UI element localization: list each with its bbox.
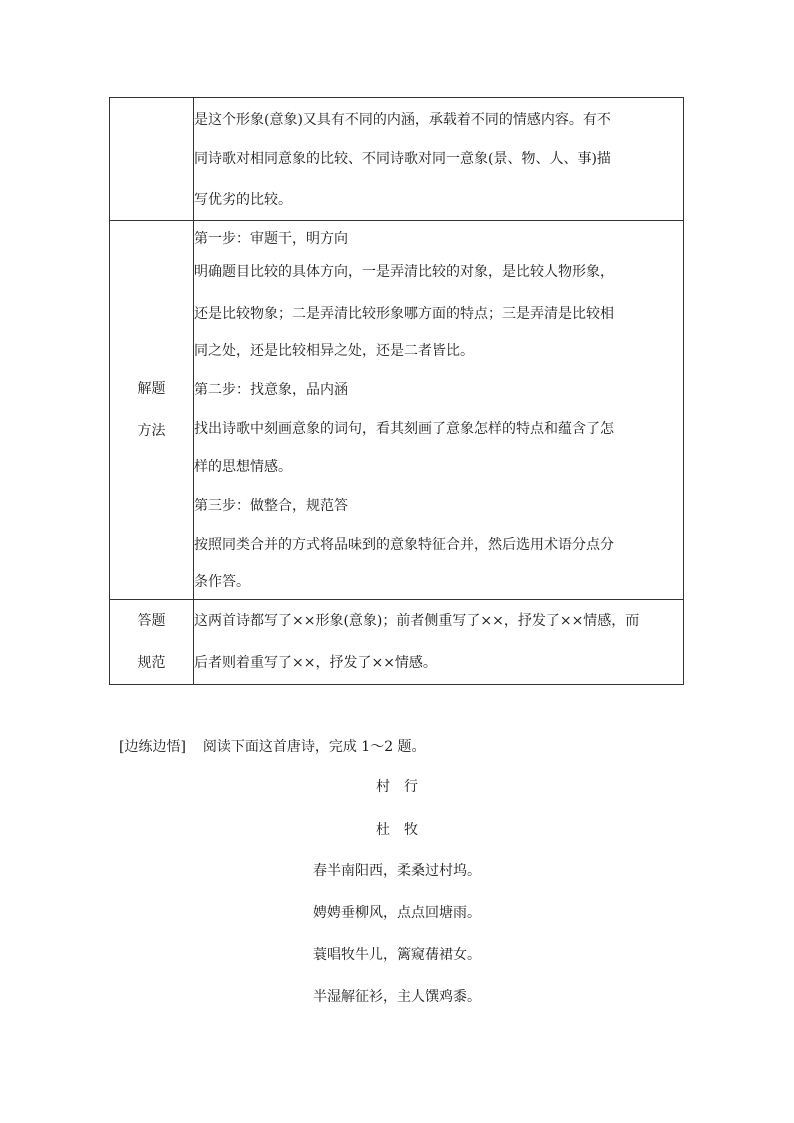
row-content-answer — [194, 600, 684, 685]
content-line: 还是比较物象；二是弄清比较形象哪方面的特点；三是弄清是比较相 — [194, 306, 614, 322]
label-line: 解题 — [137, 381, 166, 397]
label-line: 答题 — [137, 613, 166, 629]
poem-line: 娉娉垂柳风，点点回塘雨。 — [313, 905, 481, 921]
practice-tag: [边练边悟] — [119, 739, 186, 755]
content-line: 按照同类合并的方式将品味到的意象特征合并，然后选用术语分点分 — [194, 537, 614, 553]
row-label-answer — [110, 600, 194, 685]
step-heading: 第一步：审题干，明方向 — [194, 231, 348, 247]
table-row-continuation — [110, 98, 684, 221]
method-table — [109, 97, 684, 685]
content-line: 找出诗歌中刻画意象的词句，看其刻画了意象怎样的特点和蕴含了怎 — [194, 421, 614, 437]
row-label-method — [110, 221, 194, 600]
poem-line: 春半南阳西，柔桑过村坞。 — [313, 863, 481, 879]
step-heading: 第二步：找意象，品内涵 — [194, 382, 348, 398]
practice-instruction — [119, 737, 426, 757]
poem-line: 半湿解征衫，主人馔鸡黍。 — [313, 989, 481, 1005]
content-line: 同诗歌对相同意象的比较、不同诗歌对同一意象(景、物、人、事)描 — [194, 151, 611, 167]
content-line: 这两首诗都写了××形象(意象)；前者侧重写了××，抒发了××情感，而 — [194, 613, 640, 629]
poem-author: 杜 牧 — [376, 822, 418, 838]
content-line: 明确题目比较的具体方向，一是弄清比较的对象，是比较人物形象， — [194, 264, 614, 280]
content-line: 写优劣的比较。 — [194, 192, 292, 208]
content-line: 同之处，还是比较相异之处，还是二者皆比。 — [194, 343, 474, 359]
content-line: 后者则着重写了××，抒发了××情感。 — [194, 655, 437, 671]
label-line: 方法 — [137, 423, 166, 439]
row-label-empty — [110, 98, 194, 221]
row-content-continuation — [194, 98, 684, 221]
poem-line: 蓑唱牧牛儿，篱窥蒨裙女。 — [313, 947, 481, 963]
step-heading: 第三步：做整合，规范答 — [194, 498, 348, 514]
content-line: 条作答。 — [194, 574, 250, 590]
practice-text: 阅读下面这首唐诗，完成 1～2 题。 — [202, 739, 426, 755]
content-line: 样的思想情感。 — [194, 459, 292, 475]
content-line: 是这个形象(意象)又具有不同的内涵，承载着不同的情感内容。有不 — [194, 112, 611, 128]
label-line: 规范 — [137, 655, 166, 671]
poem-title: 村 行 — [376, 779, 418, 795]
table-row-method — [110, 221, 684, 600]
table-row-answer — [110, 600, 684, 685]
row-content-method — [194, 221, 684, 600]
